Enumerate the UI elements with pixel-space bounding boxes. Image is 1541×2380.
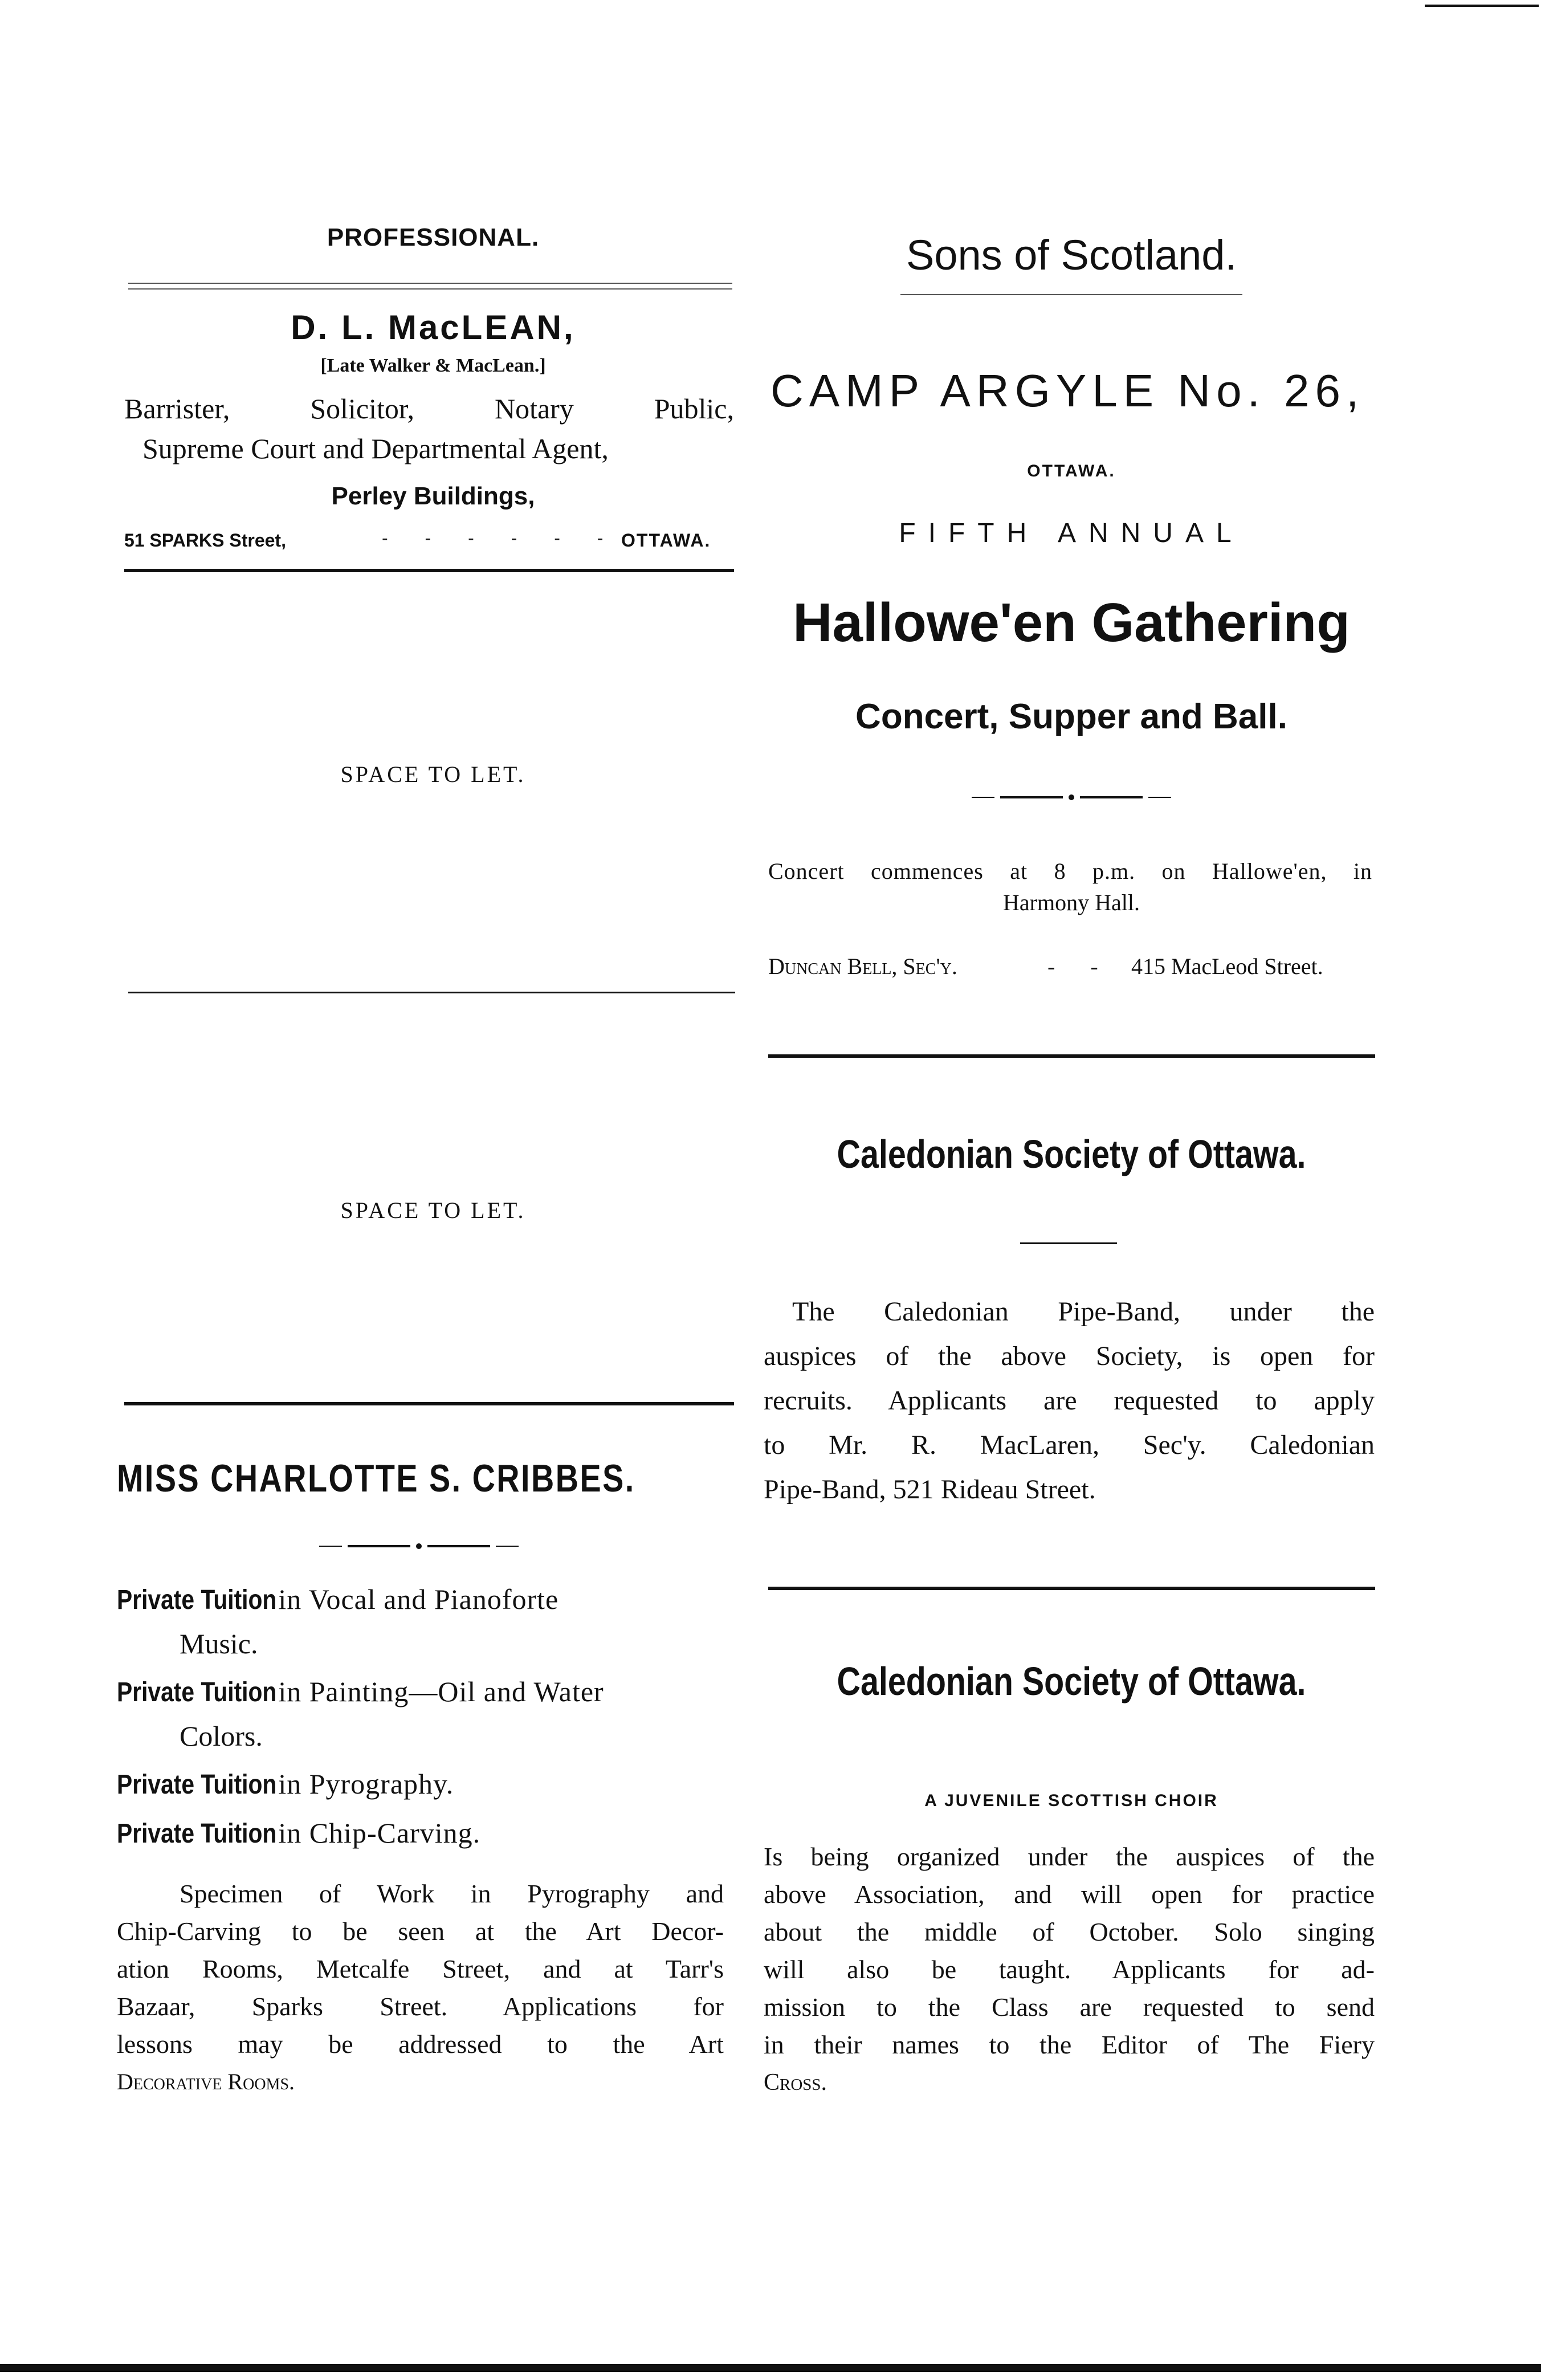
item-text: in Painting—Oil and Water	[270, 1676, 604, 1707]
advertiser-name: D. L. MacLEAN,	[291, 308, 576, 347]
paragraph-line: ation Rooms, Metcalfe Street, and at Tarr's	[117, 1954, 724, 1983]
paragraph-line: lessons may be addressed to the Art	[117, 2029, 724, 2059]
caledonian-heading: Caledonian Society of Ottawa.	[837, 1659, 1306, 1704]
paragraph-line: The Caledonian Pipe-Band, under the	[792, 1297, 1375, 1327]
sons-heading: Sons of Scotland.	[906, 231, 1237, 279]
divider	[128, 288, 732, 290]
paragraph-line: Decorative Rooms.	[117, 2069, 295, 2094]
item-continuation: Music.	[180, 1628, 258, 1660]
paragraph-line: auspices of the above Society, is open for	[764, 1341, 1375, 1371]
ornament-divider	[957, 794, 1185, 800]
divider	[768, 1054, 1375, 1058]
concert-note-line-2: Harmony Hall.	[1003, 890, 1140, 915]
divider	[128, 283, 732, 284]
item-continuation: Colors.	[180, 1720, 263, 1752]
camp-city: OTTAWA.	[1027, 462, 1116, 480]
advertiser-address: 51 SPARKS Street,	[124, 530, 286, 551]
paragraph-line: about the middle of October. Solo singing	[764, 1917, 1375, 1946]
item-text: in Chip-Carving.	[270, 1817, 481, 1849]
divider	[124, 569, 734, 572]
advertiser-former-firm: [Late Walker & MacLean.]	[320, 355, 546, 376]
professional-heading: PROFESSIONAL.	[327, 223, 540, 251]
paragraph-line: Cross.	[764, 2069, 827, 2096]
paragraph-line: Chip-Carving to be seen at the Art Decor-	[117, 1917, 724, 1946]
list-item	[117, 1811, 732, 1856]
address-leader-dots: - - - - - -	[382, 528, 619, 548]
cribbes-list	[117, 1578, 732, 1860]
item-lead: Private Tuition	[117, 1585, 277, 1615]
fifth-annual: FIFTH ANNUAL	[899, 518, 1244, 548]
page-top-edge-mark	[1425, 5, 1539, 7]
caledonian-heading: Caledonian Society of Ottawa.	[837, 1132, 1306, 1176]
caledonian-paragraph	[764, 1290, 1375, 1512]
item-text: in Pyrography.	[270, 1768, 454, 1800]
item-lead: Private Tuition	[117, 1819, 277, 1849]
cribbes-paragraph	[117, 1875, 724, 2101]
paragraph-line: Pipe-Band, 521 Rideau Street.	[764, 1474, 1096, 1505]
paragraph-line: Bazaar, Sparks Street. Applications for	[117, 1992, 724, 2021]
paragraph-line: Is being organized under the auspices of the	[764, 1842, 1375, 1871]
choir-subheading: A JUVENILE SCOTTISH CHOIR	[924, 1791, 1218, 1810]
cribbes-heading: MISS CHARLOTTE S. CRIBBES.	[117, 1457, 635, 1500]
paragraph-line: Specimen of Work in Pyrography and	[180, 1879, 724, 1908]
event-title: Hallowe'en Gathering	[793, 592, 1350, 653]
divider	[900, 294, 1242, 295]
ornament-divider	[305, 1543, 533, 1549]
paragraph-line: above Association, and will open for practice	[764, 1880, 1375, 1909]
divider	[768, 1587, 1375, 1590]
advertiser-building: Perley Buildings,	[331, 482, 535, 510]
space-to-let: SPACE TO LET.	[340, 1197, 526, 1223]
camp-title: CAMP ARGYLE No. 26,	[770, 365, 1365, 416]
paragraph-line: mission to the Class are requested to send	[764, 1992, 1375, 2022]
advertiser-line-1: Barrister, Solicitor, Notary Public,	[124, 393, 734, 425]
secretary-address: 415 MacLeod Street.	[1131, 953, 1323, 979]
item-lead: Private Tuition	[117, 1770, 277, 1800]
space-to-let: SPACE TO LET.	[340, 761, 526, 787]
event-subtitle: Concert, Supper and Ball.	[855, 697, 1287, 736]
secretary-leader: - -	[1047, 953, 1113, 979]
advertiser-line-2: Supreme Court and Departmental Agent,	[142, 433, 609, 464]
concert-note-line-1: Concert commences at 8 p.m. on Hallowe'en, in	[768, 858, 1372, 884]
item-text: in Vocal and Pianoforte	[270, 1583, 559, 1615]
paragraph-line: recruits. Applicants are requested to apply	[764, 1385, 1375, 1416]
secretary-name: Duncan Bell, Sec'y.	[768, 953, 957, 979]
item-lead: Private Tuition	[117, 1677, 277, 1707]
page-bottom-edge	[0, 2364, 1541, 2372]
divider	[128, 992, 735, 993]
advertiser-city: OTTAWA.	[621, 530, 711, 551]
list-item	[117, 1670, 732, 1758]
paragraph-line: will also be taught. Applicants for ad-	[764, 1955, 1375, 1984]
divider	[1020, 1242, 1117, 1244]
list-item	[117, 1578, 732, 1665]
choir-paragraph	[764, 1838, 1375, 2101]
paragraph-line: to Mr. R. MacLaren, Sec'y. Caledonian	[764, 1430, 1375, 1460]
paragraph-line: in their names to the Editor of The Fiery	[764, 2030, 1375, 2059]
divider	[124, 1402, 734, 1405]
list-item	[117, 1762, 732, 1807]
